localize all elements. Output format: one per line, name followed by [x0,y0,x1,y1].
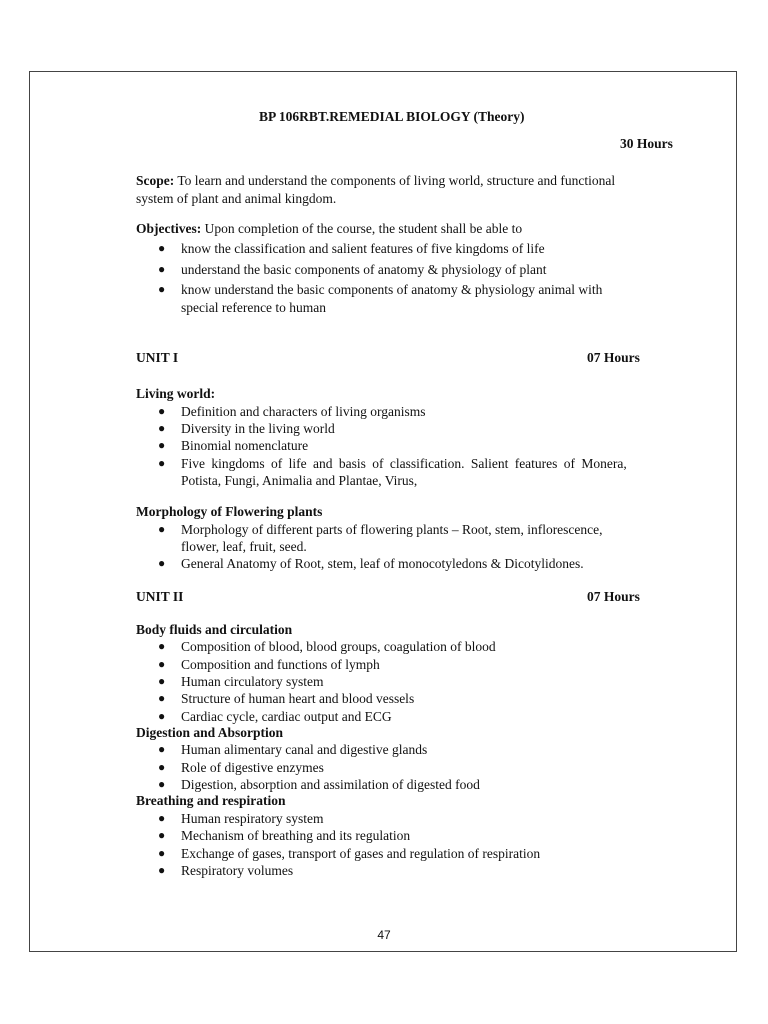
list-item: Composition and functions of lymph [181,657,380,672]
list-item: Exchange of gases, transport of gases and regulation of respiration [181,846,541,861]
list-item: Definition and characters of living organisms [181,404,426,419]
morphology-heading: Morphology of Flowering plants [136,504,323,519]
objectives-intro: Upon completion of the course, the student shall be able to [201,221,523,236]
bullet-icon: ● [158,846,166,860]
bullet-icon: ● [158,828,166,842]
bullet-icon: ● [158,709,166,723]
bullet-icon: ● [158,421,166,435]
digestion-heading: Digestion and Absorption [136,725,284,740]
course-title: BP 106RBT.REMEDIAL BIOLOGY (Theory) [259,109,525,124]
objectives-line [136,220,522,237]
list-item: Digestion, absorption and assimilation of digested food [181,777,480,792]
bullet-icon: ● [158,760,166,774]
bullet-icon: ● [158,522,166,536]
bullet-icon: ● [158,811,166,825]
objective-item: know the classification and salient features of five kingdoms of life [181,241,545,256]
list-item: Respiratory volumes [181,863,294,878]
list-item-continued: Potista, Fungi, Animalia and Plantae, Virus, [181,473,418,488]
list-item-continued: flower, leaf, fruit, seed. [181,539,307,554]
objectives-label: Objectives: [136,221,202,236]
bullet-icon: ● [158,241,166,255]
objective-item: understand the basic components of anatomy & physiology of plant [181,262,547,277]
unit-1-hours: 07 Hours [587,350,640,365]
unit-1-heading: UNIT I [136,350,179,365]
objective-item-continued: special reference to human [181,300,327,315]
list-item: Diversity in the living world [181,421,335,436]
list-item: Composition of blood, blood groups, coagulation of blood [181,639,496,654]
scope-line-1 [136,172,615,189]
bullet-icon: ● [158,556,166,570]
objective-item: know understand the basic components of anatomy & physiology animal with [181,282,603,297]
bullet-icon: ● [158,456,166,470]
list-item: General Anatomy of Root, stem, leaf of monocotyledons & Dicotylidones. [181,556,584,571]
list-item: Morphology of different parts of flowering plants – Root, stem, inflorescence, [181,522,603,537]
scope-line-2: system of plant and animal kingdom. [136,191,337,206]
list-item: Structure of human heart and blood vessels [181,691,415,706]
scope-label: Scope: [136,173,175,188]
bullet-icon: ● [158,742,166,756]
bullet-icon: ● [158,657,166,671]
breathing-heading: Breathing and respiration [136,793,286,808]
bullet-icon: ● [158,438,166,452]
page-number: 47 [377,928,391,942]
list-item: Five kingdoms of life and basis of classification. Salient features of Monera, [181,456,627,471]
list-item: Mechanism of breathing and its regulation [181,828,411,843]
bullet-icon: ● [158,404,166,418]
list-item: Binomial nomenclature [181,438,309,453]
bullet-icon: ● [158,674,166,688]
bullet-icon: ● [158,639,166,653]
scope-text: To learn and understand the components of living world, structure and functional [174,173,616,188]
unit-2-hours: 07 Hours [587,589,640,604]
unit-2-heading: UNIT II [136,589,184,604]
living-world-heading: Living world: [136,386,216,401]
list-item: Role of digestive enzymes [181,760,324,775]
bullet-icon: ● [158,863,166,877]
list-item: Cardiac cycle, cardiac output and ECG [181,709,392,724]
list-item: Human respiratory system [181,811,324,826]
bullet-icon: ● [158,777,166,791]
bullet-icon: ● [158,691,166,705]
course-hours: 30 Hours [620,136,673,151]
list-item: Human alimentary canal and digestive glands [181,742,428,757]
list-item: Human circulatory system [181,674,324,689]
bullet-icon: ● [158,282,166,296]
bullet-icon: ● [158,262,166,276]
body-fluids-heading: Body fluids and circulation [136,622,293,637]
